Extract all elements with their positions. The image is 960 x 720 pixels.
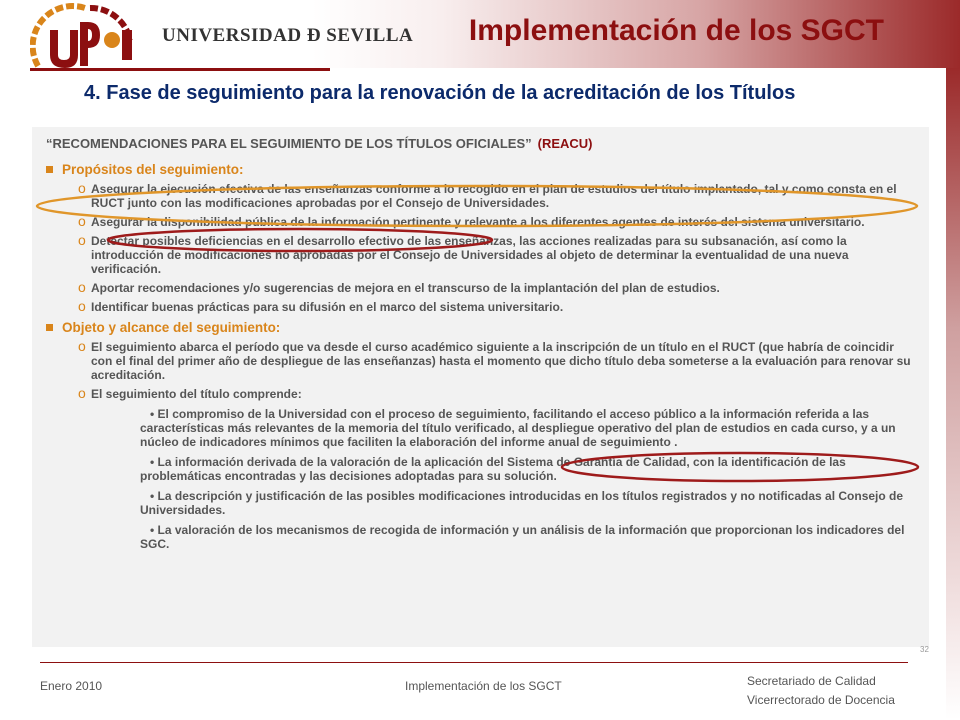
circle-bullet-icon: o <box>78 180 86 196</box>
circle-bullet-icon: o <box>78 232 86 248</box>
slide-title: Implementación de los SGCT <box>468 14 884 47</box>
dot-bullet-icon: • <box>150 407 158 421</box>
circle-bullet-icon: o <box>78 298 86 314</box>
dot-bullet-icon: • <box>150 523 158 537</box>
sub-item-text: La información derivada de la valoración de la aplicación del Sistema de Garantía de Calidad, con la identificación de las problemáticas encontradas y las decisiones adoptadas para su solución. <box>140 455 846 483</box>
item-text: El seguimiento abarca el período que va desde el curso académico siguiente a la inscripción de un título en el RUCT (que habría de coincidir con el final del primer año de despliegue de las enseñanzas) hasta el momento que dicho título deba someterse a la evaluación para renovar su acreditación. <box>91 340 911 382</box>
heading-text: “RECOMENDACIONES PARA EL SEGUIMIENTO DE LOS TÍTULOS OFICIALES” <box>46 136 532 151</box>
footer-title: Implementación de los SGCT <box>405 679 562 693</box>
sub-item-text: La valoración de los mecanismos de recogida de información y un análisis de la información que proporcionan los indicadores del SGC. <box>140 523 905 551</box>
slide-subtitle: 4. Fase de seguimiento para la renovación de la acreditación de los Títulos <box>84 82 796 104</box>
footer-vicerrectorado: Vicerrectorado de Docencia <box>747 693 895 707</box>
item-text: El seguimiento del título comprende: <box>91 387 302 401</box>
circle-bullet-icon: o <box>78 338 86 354</box>
page-number: 32 <box>920 645 929 654</box>
annotation-ellipse-orange <box>37 186 917 229</box>
dot-bullet-icon: • <box>150 489 158 503</box>
sub-item-text: La descripción y justificación de las posibles modificaciones introducidas en los títulos registrados y no notificadas al Consejo de Universidades. <box>140 489 904 517</box>
heading-tag: (REACU) <box>537 136 593 151</box>
annotation-ellipse-red-1 <box>108 229 492 251</box>
sub-item-text: El compromiso de la Universidad con el proceso de seguimiento, facilitando el acceso público a la información referida a las características más relevantes de la memoria del título verificado, al despliegue operativo del plan de estudios en cada curso, y a un núcleo de indicadores mínimos que faciliten la elaboración del informe anual de seguimiento . <box>140 407 896 449</box>
university-name: UNIVERSIDAD Ð SEVILLA <box>162 25 414 46</box>
footer-date: Enero 2010 <box>40 679 103 693</box>
circle-bullet-icon: o <box>78 385 86 401</box>
dot-bullet-icon: • <box>150 455 158 469</box>
circle-bullet-icon: o <box>78 279 86 295</box>
annotation-ellipse-red-2 <box>562 453 918 481</box>
circle-bullet-icon: o <box>78 213 86 229</box>
item-text: Identificar buenas prácticas para su difusión en el marco del sistema universitario. <box>91 300 564 314</box>
item-text: Detectar posibles deficiencias en el desarrollo efectivo de las enseñanzas, las acciones realizadas para su subsanación, así como la introducción de modificaciones no aprobadas por el Consejo de Universidades al objeto de determinar la eventualidad de una nueva verificación. <box>91 234 849 276</box>
section-title-text: Objeto y alcance del seguimiento: <box>62 320 281 335</box>
item-text: Asegurar la disponibilidad pública de la información pertinente y relevante a los diferentes agentes de interés del sistema universitario. <box>91 215 865 229</box>
section-title-text: Propósitos del seguimiento: <box>62 162 244 177</box>
item-text: Aportar recomendaciones y/o sugerencias de mejora en el transcurso de la implantación del plan de estudios. <box>91 281 720 295</box>
footer-department: Secretariado de Calidad <box>747 674 876 688</box>
item-text: Asegurar la ejecución efectiva de las enseñanzas conforme a lo recogido en el plan de estudios del título implantado, tal y como consta en el RUCT junto con las modificaciones aprobadas por el Consejo de Universidades. <box>91 182 897 210</box>
footer-divider <box>40 662 908 663</box>
